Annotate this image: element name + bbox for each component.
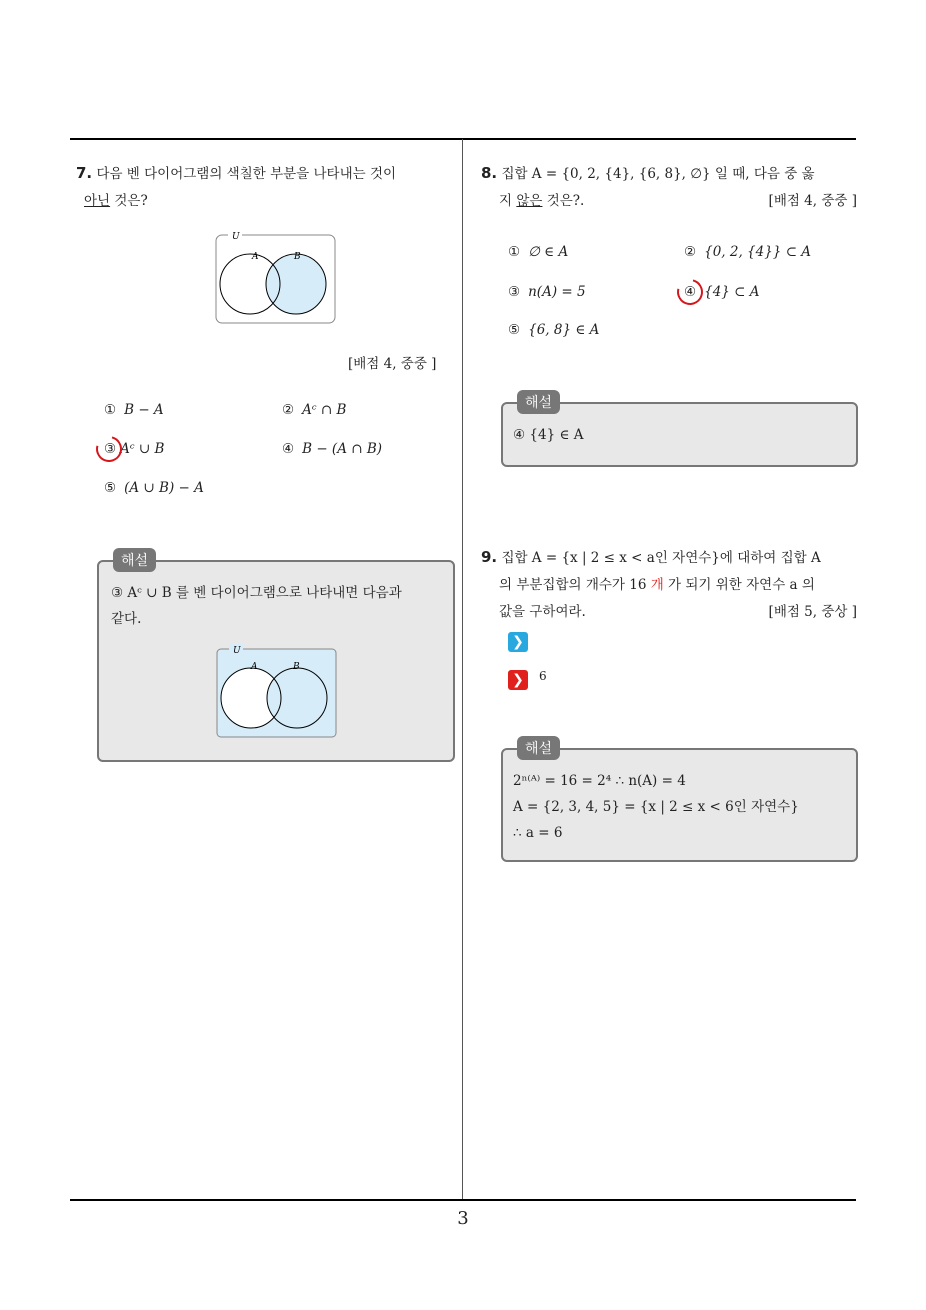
q9-number: 9. bbox=[481, 548, 498, 566]
q7-score: [배점 4, 중중 ] bbox=[348, 356, 437, 372]
bottom-rule bbox=[70, 1199, 856, 1201]
q9-text-line3: 값을 구하여라. bbox=[499, 604, 586, 620]
q8-option-3[interactable]: ③ n(A) = 5 bbox=[508, 284, 586, 300]
q9-explanation-box bbox=[501, 741, 858, 862]
q7-explanation-line2: 같다. bbox=[111, 611, 142, 627]
q9-explanation-tag: 해설 bbox=[517, 736, 560, 760]
q9-explanation-line1: 2ⁿ⁽ᴬ⁾ = 16 = 2⁴ ∴ n(A) = 4 bbox=[513, 773, 686, 789]
q7-venn-b-label: B bbox=[294, 252, 301, 262]
q7-expl-venn-u-label: U bbox=[233, 646, 241, 656]
q7-expl-venn-b-label: B bbox=[293, 662, 300, 672]
q9-explanation-line2: A = {2, 3, 4, 5} = {x | 2 ≤ x < 6인 자연수} bbox=[513, 799, 799, 815]
q7-answer-mark bbox=[91, 431, 127, 467]
q9-answer-arrow-icon[interactable]: ❯ bbox=[508, 670, 528, 690]
q9-answer-value: 6 bbox=[539, 669, 547, 683]
q7-underlined-word: 아닌 bbox=[84, 193, 111, 209]
q8-option-2[interactable]: ② {0, 2, {4}} ⊂ A bbox=[684, 244, 812, 260]
q9-red-word: 개 bbox=[650, 577, 664, 593]
q7-option-3[interactable]: ③ Aᶜ ∪ B bbox=[104, 441, 165, 457]
page-number: 3 bbox=[457, 1208, 469, 1229]
q7-option-2[interactable]: ② Aᶜ ∩ B bbox=[282, 402, 347, 418]
q8-score: [배점 4, 중중 ] bbox=[768, 193, 857, 209]
q8-option-5[interactable]: ⑤ {6, 8} ∈ A bbox=[508, 322, 600, 338]
q7-explanation-line1: ③ Aᶜ ∪ B 를 벤 다이어그램으로 나타내면 다음과 bbox=[111, 585, 402, 601]
q7-expl-venn-a-label: A bbox=[251, 662, 258, 672]
q7-explanation-tag: 해설 bbox=[113, 548, 156, 572]
q9-text-line1: 집합 A = {x | 2 ≤ x < a인 자연수}에 대하여 집합 A bbox=[501, 550, 821, 566]
q7-venn-a-label: A bbox=[252, 252, 259, 262]
q9-answer-input-arrow-icon[interactable]: ❯ bbox=[508, 632, 528, 652]
q9-question: 9. 집합 A = {x | 2 ≤ x < a인 자연수}에 대하여 집합 A 의 부분집합의 개수가 16 개 가 되기 위한 자연수 a 의 값을 구하여라. [배점 5, 중상 ] bbox=[481, 544, 857, 626]
q7-option-1[interactable]: ① B − A bbox=[104, 402, 164, 418]
q9-score: [배점 5, 중상 ] bbox=[768, 604, 857, 620]
q8-option-1[interactable]: ① ∅ ∈ A bbox=[508, 244, 569, 260]
q7-question bbox=[76, 160, 454, 215]
q9-explanation-line3: ∴ a = 6 bbox=[513, 825, 563, 841]
q8-answer-mark bbox=[672, 274, 708, 310]
q8-explanation-box bbox=[501, 395, 858, 467]
top-rule bbox=[70, 138, 856, 140]
column-divider bbox=[462, 139, 463, 1201]
q8-explanation-line1: ④ {4} ∈ A bbox=[513, 427, 584, 443]
q7-text-line2: 것은? bbox=[110, 193, 148, 209]
q7-explanation-venn bbox=[215, 642, 339, 740]
q8-explanation-tag: 해설 bbox=[517, 390, 560, 414]
q7-number: 7. bbox=[76, 164, 93, 182]
q7-explanation-box bbox=[97, 553, 455, 762]
q7-venn-u-label: U bbox=[232, 232, 240, 242]
q7-text-line1: 다음 벤 다이어그램의 색칠한 부분을 나타내는 것이 bbox=[96, 166, 397, 182]
q7-venn-diagram bbox=[214, 228, 338, 326]
q8-text-line2: 것은?. bbox=[542, 193, 585, 209]
q7-option-5[interactable]: ⑤ (A ∪ B) − A bbox=[104, 480, 204, 496]
q8-underlined-word: 않은 bbox=[516, 193, 543, 209]
q8-question: 8. 집합 A = {0, 2, {4}, {6, 8}, ∅} 일 때, 다음 중 옳 지 않은 것은?. [배점 4, 중중 ] bbox=[481, 160, 857, 215]
q8-number: 8. bbox=[481, 164, 498, 182]
q8-option-4[interactable]: ④ {4} ⊂ A bbox=[684, 284, 760, 300]
q8-text-line1: 집합 A = {0, 2, {4}, {6, 8}, ∅} 일 때, 다음 중 옳 bbox=[501, 166, 815, 182]
q7-option-4[interactable]: ④ B − (A ∩ B) bbox=[282, 441, 383, 457]
